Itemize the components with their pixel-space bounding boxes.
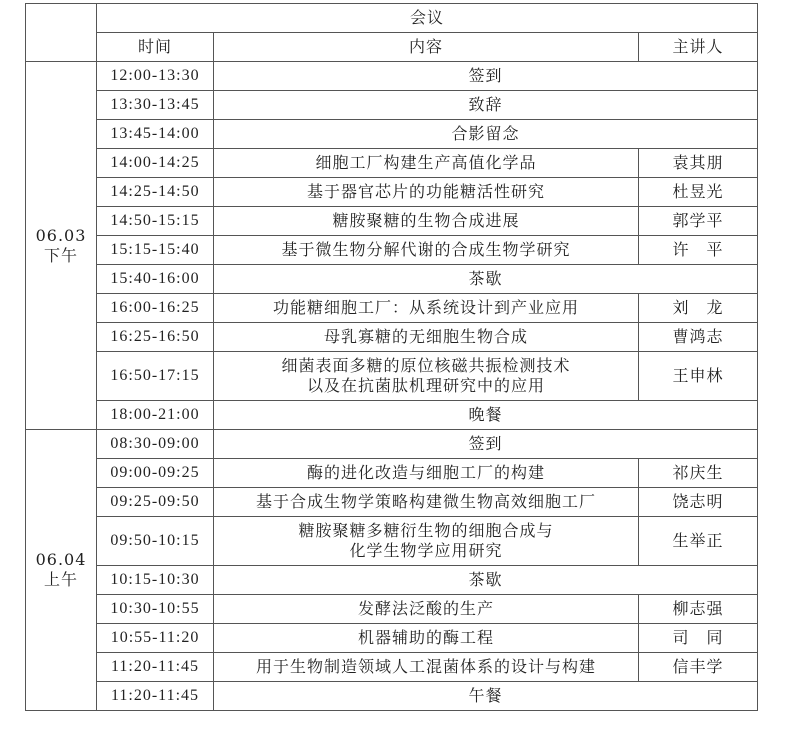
table-row [26, 459, 758, 488]
time-cell: 13:45-14:00 [97, 120, 214, 149]
talk-title-cell: 用于生物制造领域人工混菌体系的设计与构建 [214, 653, 639, 682]
col-header-speaker: 主讲人 [639, 33, 758, 62]
time-cell: 18:00-21:00 [97, 401, 214, 430]
table-row [26, 401, 758, 430]
day-label-cell [26, 62, 97, 430]
talk-title-line-2: 以及在抗菌肽机理研究中的应用 [306, 376, 545, 395]
table-row [26, 323, 758, 352]
table-row [26, 236, 758, 265]
table-row [26, 62, 758, 91]
time-cell: 10:30-10:55 [97, 595, 214, 624]
speaker-cell: 生举正 [639, 517, 758, 566]
speaker-cell: 许 平 [639, 236, 758, 265]
session-cell: 晚餐 [214, 401, 758, 430]
time-cell: 11:20-11:45 [97, 653, 214, 682]
time-cell: 13:30-13:45 [97, 91, 214, 120]
table-row [26, 566, 758, 595]
conference-title: 会议 [97, 4, 758, 33]
time-cell: 14:50-15:15 [97, 207, 214, 236]
speaker-cell: 杜昱光 [639, 178, 758, 207]
table-row [26, 294, 758, 323]
day-period: 上午 [43, 570, 78, 589]
table-row [26, 178, 758, 207]
day-label-cell [26, 430, 97, 711]
time-cell: 10:15-10:30 [97, 566, 214, 595]
talk-title-line-1: 糖胺聚糖多糖衍生物的细胞合成与 [298, 521, 554, 540]
table-row [26, 120, 758, 149]
table-row [26, 265, 758, 294]
col-header-content: 内容 [214, 33, 639, 62]
table-row [26, 149, 758, 178]
time-cell: 14:25-14:50 [97, 178, 214, 207]
schedule-table [25, 3, 758, 711]
day-period: 下午 [43, 245, 78, 265]
time-cell: 09:00-09:25 [97, 459, 214, 488]
table-row [26, 682, 758, 711]
talk-title-line-1: 细菌表面多糖的原位核磁共振检测技术 [281, 356, 571, 375]
talk-title-cell [214, 352, 639, 401]
table-row [26, 430, 758, 459]
time-cell: 09:50-10:15 [97, 517, 214, 566]
day-date: 06.03 [35, 225, 87, 245]
session-cell: 致辞 [214, 91, 758, 120]
table-row [26, 207, 758, 236]
session-cell: 签到 [214, 62, 758, 91]
time-cell: 10:55-11:20 [97, 624, 214, 653]
table-header-row [26, 4, 758, 33]
speaker-cell: 柳志强 [639, 595, 758, 624]
session-cell: 签到 [214, 430, 758, 459]
table-row [26, 624, 758, 653]
blank-corner-cell [26, 4, 97, 62]
talk-title-line-2: 化学生物学应用研究 [349, 541, 503, 560]
talk-title-cell: 糖胺聚糖的生物合成进展 [214, 207, 639, 236]
talk-title-cell: 机器辅助的酶工程 [214, 624, 639, 653]
talk-title-cell: 细胞工厂构建生产高值化学品 [214, 149, 639, 178]
talk-title-cell [214, 517, 639, 566]
talk-title-cell: 发酵法泛酸的生产 [214, 595, 639, 624]
col-header-time: 时间 [97, 33, 214, 62]
session-cell: 合影留念 [214, 120, 758, 149]
time-cell: 14:00-14:25 [97, 149, 214, 178]
speaker-cell: 司 同 [639, 624, 758, 653]
time-cell: 16:00-16:25 [97, 294, 214, 323]
speaker-cell: 郭学平 [639, 207, 758, 236]
column-header-row [26, 33, 758, 62]
session-cell: 茶歇 [214, 566, 758, 595]
speaker-cell: 信丰学 [639, 653, 758, 682]
talk-title-cell: 酶的进化改造与细胞工厂的构建 [214, 459, 639, 488]
speaker-cell: 袁其朋 [639, 149, 758, 178]
table-row [26, 91, 758, 120]
time-cell: 09:25-09:50 [97, 488, 214, 517]
talk-title-cell: 基于微生物分解代谢的合成生物学研究 [214, 236, 639, 265]
time-cell: 15:15-15:40 [97, 236, 214, 265]
speaker-cell: 曹鸿志 [639, 323, 758, 352]
time-cell: 16:50-17:15 [97, 352, 214, 401]
time-cell: 15:40-16:00 [97, 265, 214, 294]
table-row [26, 352, 758, 401]
speaker-cell: 刘 龙 [639, 294, 758, 323]
table-row [26, 517, 758, 566]
talk-title-cell: 母乳寡糖的无细胞生物合成 [214, 323, 639, 352]
talk-title-cell: 基于器官芯片的功能糖活性研究 [214, 178, 639, 207]
speaker-cell: 王申林 [639, 352, 758, 401]
speaker-cell: 祁庆生 [639, 459, 758, 488]
time-cell: 12:00-13:30 [97, 62, 214, 91]
talk-title-cell: 基于合成生物学策略构建微生物高效细胞工厂 [214, 488, 639, 517]
table-row [26, 653, 758, 682]
time-cell: 08:30-09:00 [97, 430, 214, 459]
session-cell: 茶歇 [214, 265, 758, 294]
talk-title-cell: 功能糖细胞工厂：从系统设计到产业应用 [214, 294, 639, 323]
speaker-cell: 饶志明 [639, 488, 758, 517]
session-cell: 午餐 [214, 682, 758, 711]
day-date: 06.04 [35, 550, 87, 569]
table-row [26, 488, 758, 517]
table-row [26, 595, 758, 624]
time-cell: 16:25-16:50 [97, 323, 214, 352]
time-cell: 11:20-11:45 [97, 682, 214, 711]
